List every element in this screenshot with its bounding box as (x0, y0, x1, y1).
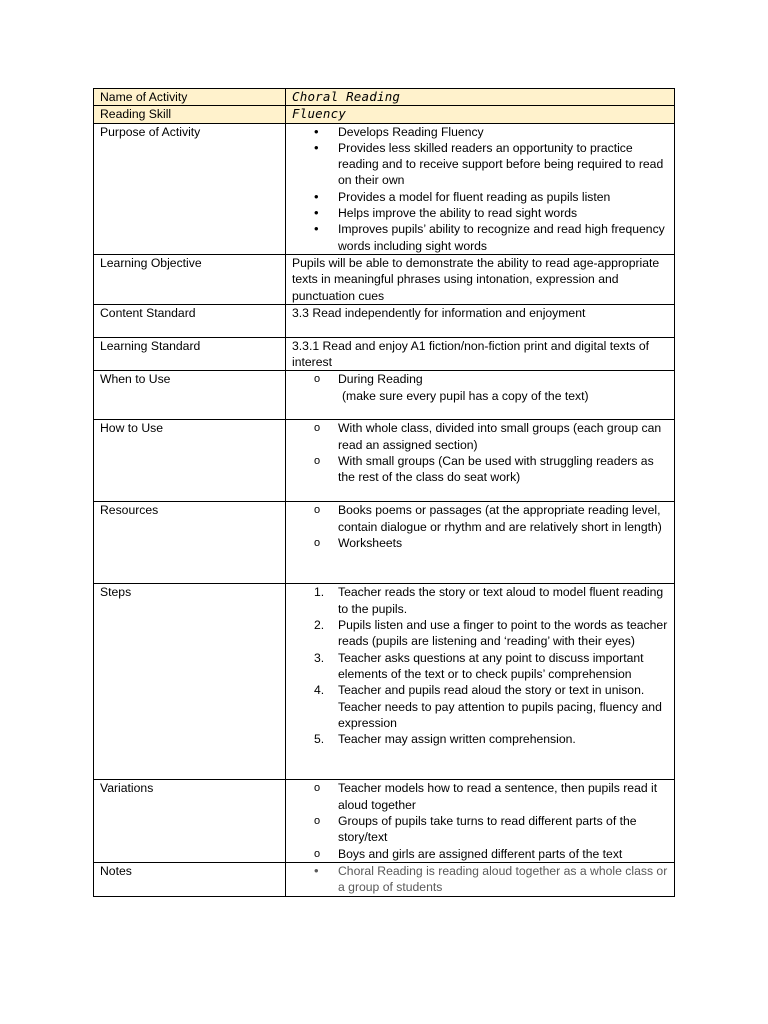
list-item-text: Boys and girls are assigned different parts of the text (338, 846, 623, 861)
list-item-text: Provides less skilled readers an opportunity to practice reading and to receive support before being required to read on their own (338, 140, 664, 188)
when-note: (make sure every pupil has a copy of the text) (342, 388, 589, 403)
list-item (292, 140, 668, 189)
list-item (292, 420, 668, 453)
label-purpose: Purpose of Activity (94, 123, 286, 254)
list-item-text: Develops Reading Fluency (338, 124, 484, 139)
list-item (292, 813, 668, 846)
circle-marker: o (314, 537, 321, 550)
list-item-text: Teacher reads the story or text aloud to model fluent reading to the pupils. (338, 585, 664, 616)
value-variations (286, 780, 675, 862)
value-name-of-activity (286, 89, 675, 106)
steps-list (292, 584, 668, 747)
list-item (292, 502, 668, 535)
step-number: 1. (314, 585, 325, 600)
list-item-text: Books poems or passages (at the appropriate reading level, contain dialogue or rhythm and are relatively short in length) (338, 503, 662, 534)
row-steps (94, 584, 675, 780)
row-resources (94, 502, 675, 584)
row-reading-skill (94, 106, 675, 123)
list-item-text: Teacher and pupils read aloud the story or text in unison. Teacher needs to pay attention to pupils pacing, fluency and expression (338, 683, 662, 730)
row-content-standard (94, 304, 675, 337)
label-name-of-activity: Name of Activity (94, 89, 286, 106)
value-purpose (286, 123, 675, 254)
bullet-marker: • (314, 139, 319, 155)
label-how-to-use: How to Use (94, 420, 286, 502)
circle-marker: o (314, 373, 321, 386)
list-item-text: Helps improve the ability to read sight words (338, 206, 578, 221)
bullet-marker: • (314, 205, 319, 221)
bullet-marker: • (314, 862, 319, 878)
label-learning-standard: Learning Standard (94, 337, 286, 371)
label-notes: Notes (94, 862, 286, 896)
list-item (292, 371, 668, 387)
list-item-text: Teacher models how to read a sentence, then pupils read it aloud together (338, 781, 658, 812)
row-purpose (94, 123, 675, 254)
circle-marker: o (314, 847, 321, 860)
row-notes (94, 862, 675, 896)
label-resources: Resources (94, 502, 286, 584)
label-reading-skill: Reading Skill (94, 106, 286, 123)
notes-list (292, 863, 668, 896)
list-item-text: Teacher asks questions at any point to discuss important elements of the text or to check pupils’ comprehension (338, 650, 644, 681)
label-when-to-use: When to Use (94, 371, 286, 420)
label-variations: Variations (94, 780, 286, 862)
row-variations (94, 780, 675, 862)
label-learning-objective: Learning Objective (94, 254, 286, 304)
label-content-standard: Content Standard (94, 304, 286, 337)
list-item-text: During Reading (338, 372, 423, 387)
list-item-text: Pupils listen and use a finger to point to the words as teacher reads (pupils are listening and ‘reading’ with their eyes) (338, 618, 668, 649)
list-item-text: With whole class, divided into small groups (each group can read an assigned section) (338, 421, 662, 452)
step-number: 2. (314, 618, 325, 633)
step-number: 4. (314, 683, 325, 698)
value-resources (286, 502, 675, 584)
step-number: 3. (314, 650, 325, 665)
list-item (292, 863, 668, 896)
row-learning-objective (94, 254, 675, 304)
bullet-marker: • (314, 221, 319, 237)
list-item (292, 731, 668, 747)
list-item (292, 221, 668, 254)
resources-list (292, 502, 668, 551)
list-item-text: Groups of pupils take turns to read different parts of the story/text (338, 814, 637, 845)
list-item-text: Teacher may assign written comprehension. (338, 732, 576, 747)
variations-list (292, 780, 668, 861)
row-how-to-use (94, 420, 675, 502)
value-when-to-use (286, 371, 675, 420)
row-learning-standard (94, 337, 675, 371)
list-item-text: Choral Reading is reading aloud together as a whole class or a group of students (338, 863, 668, 895)
circle-marker: o (314, 782, 321, 795)
value-notes (286, 862, 675, 896)
value-learning-objective: Pupils will be able to demonstrate the ability to read age-appropriate texts in meaningful phrases using intonation, expression and punctuation cues (286, 254, 675, 304)
bullet-marker: • (314, 123, 319, 139)
row-when-to-use (94, 371, 675, 420)
value-content-standard: 3.3 Read independently for information and enjoyment (286, 304, 675, 337)
circle-marker: o (314, 422, 321, 435)
row-name-of-activity (94, 89, 675, 106)
value-reading-skill (286, 106, 675, 123)
purpose-list (292, 124, 668, 254)
list-item (292, 189, 668, 205)
activity-name: Choral Reading (292, 89, 401, 104)
list-item-text: With small groups (Can be used with struggling readers as the rest of the class do seat work) (338, 454, 654, 485)
list-item (292, 846, 668, 862)
when-list (292, 371, 668, 387)
reading-skill: Fluency (292, 106, 347, 122)
list-item-text: Improves pupils’ ability to recognize and read high frequency words including sight words (338, 222, 665, 253)
value-steps (286, 584, 675, 780)
value-learning-standard: 3.3.1 Read and enjoy A1 fiction/non-fiction print and digital texts of interest (286, 337, 675, 371)
list-item (292, 780, 668, 813)
step-number: 5. (314, 732, 325, 747)
circle-marker: o (314, 815, 321, 828)
list-item (292, 682, 668, 731)
bullet-marker: • (314, 188, 319, 204)
list-item (292, 584, 668, 617)
circle-marker: o (314, 504, 321, 517)
list-item (292, 453, 668, 486)
list-item (292, 617, 668, 650)
list-item-text: Provides a model for fluent reading as pupils listen (338, 189, 611, 204)
how-list (292, 420, 668, 485)
label-steps: Steps (94, 584, 286, 780)
circle-marker: o (314, 455, 321, 468)
list-item (292, 650, 668, 683)
list-item (292, 535, 668, 551)
activity-table (93, 88, 675, 897)
list-item (292, 205, 668, 221)
list-item (292, 124, 668, 140)
value-how-to-use (286, 420, 675, 502)
list-item-text: Worksheets (338, 536, 403, 551)
